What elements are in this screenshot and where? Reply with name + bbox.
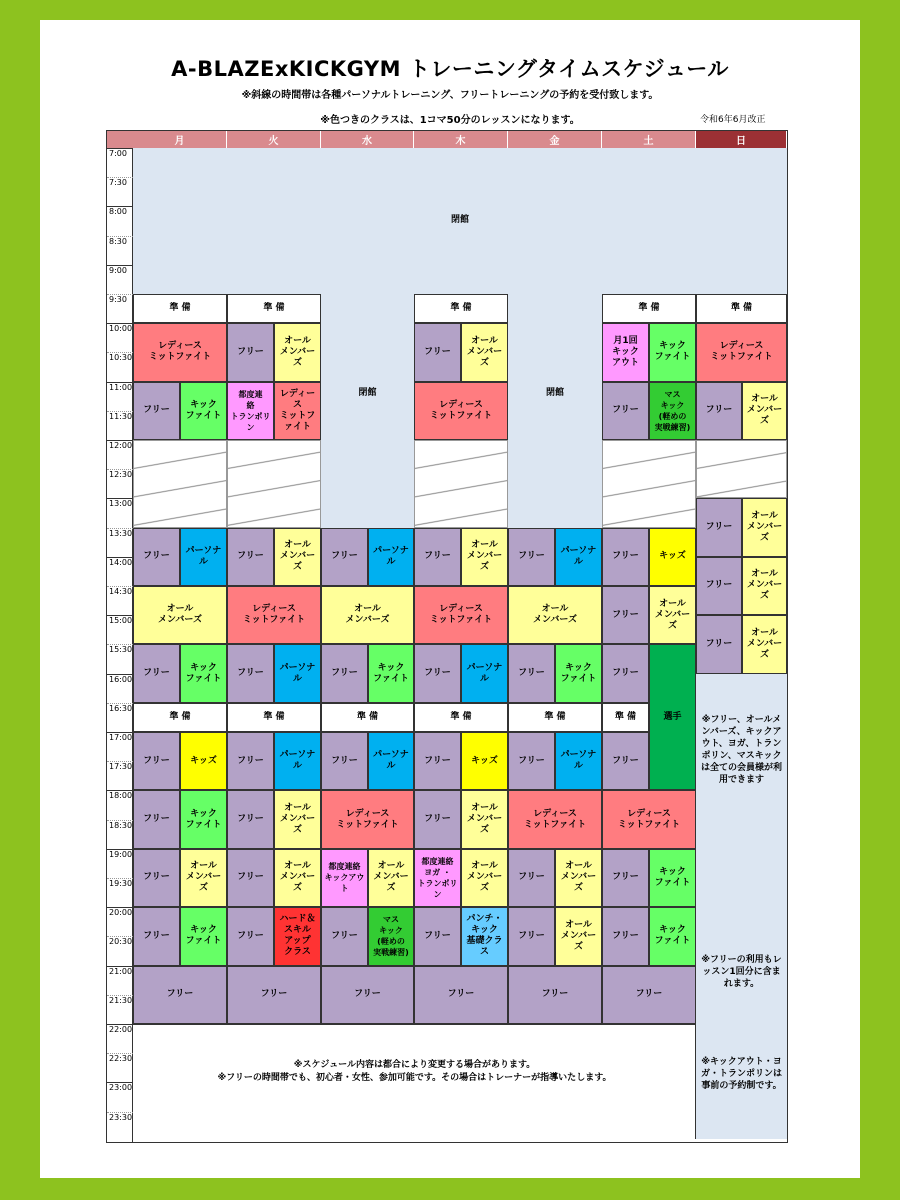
class-lady: レディース ミットファイト [696, 323, 787, 381]
class-free: フリー [227, 849, 274, 907]
class-kids: キッズ [649, 528, 696, 586]
class-kick: キック ファイト [649, 907, 696, 965]
class-kids: キッズ [461, 732, 508, 790]
class-all: オール メンバーズ [508, 586, 602, 644]
class-lady: レディース ミットファイト [602, 790, 696, 848]
class-hard: ハード＆ スキル アップ クラス [274, 907, 321, 965]
day-header-3: 木 [414, 131, 508, 148]
time-label: 23:30 [109, 1112, 133, 1122]
sunday-note-members: ※フリー、オールメンバーズ、キックアウト、ヨガ、トランポリン、マスキックは全ての会員様が利用できます [700, 715, 782, 786]
class-free: フリー [602, 907, 649, 965]
class-free: フリー [602, 528, 649, 586]
closed-label-wed: 閉館 [358, 387, 377, 398]
class-prep: 準 備 [414, 294, 508, 323]
page-title: A-BLAZExKICKGYM トレーニングタイムスケジュール [171, 57, 729, 81]
class-mass-kick: マス キック (軽めの 実戦練習) [368, 907, 414, 965]
time-label: 20:00 [109, 908, 133, 918]
class-free: フリー [602, 586, 649, 644]
class-free: フリー [133, 382, 180, 440]
class-prep: 準 備 [414, 703, 508, 732]
time-label: 12:00 [109, 441, 133, 450]
class-all-small: オール メンバーズ [461, 528, 508, 586]
time-label: 8:30 [109, 236, 127, 246]
class-all-small: オール メンバーズ [180, 849, 227, 907]
class-all-small: オール メンバーズ [742, 382, 787, 440]
revision-date: 令和6年6月改正 [700, 115, 766, 125]
hatched-slot [227, 440, 321, 528]
time-label: 9:30 [109, 295, 127, 304]
class-free: フリー [321, 528, 368, 586]
class-kids: キッズ [180, 732, 227, 790]
class-lady: レディース ミットファイト [508, 790, 602, 848]
time-label: 18:00 [109, 791, 133, 801]
class-prep: 準 備 [133, 703, 227, 732]
class-prep: 準 備 [227, 703, 321, 732]
class-comp: 選手 [649, 644, 696, 790]
class-kick: キック ファイト [180, 790, 227, 848]
class-free: フリー [227, 528, 274, 586]
time-label: 7:00 [109, 149, 127, 158]
class-free: フリー [133, 644, 180, 702]
class-free: フリー [414, 966, 508, 1024]
class-kick: キック ファイト [368, 644, 414, 702]
time-label: 22:00 [109, 1025, 133, 1034]
class-free: フリー [414, 790, 461, 848]
class-all-small: オール メンバーズ [461, 790, 508, 848]
time-label: 20:30 [109, 937, 133, 947]
class-free: フリー [321, 966, 414, 1024]
time-label: 9:00 [109, 265, 127, 275]
time-label: 21:00 [109, 966, 133, 976]
time-label: 17:00 [109, 733, 133, 742]
class-pers: パーソナ ル [461, 644, 508, 702]
time-label: 11:00 [109, 382, 133, 392]
day-header-0: 月 [133, 131, 227, 148]
time-label: 19:00 [109, 849, 133, 859]
class-free: フリー [696, 382, 742, 440]
time-label: 7:30 [109, 178, 127, 188]
class-prep: 準 備 [602, 294, 696, 323]
class-all: オール メンバーズ [321, 586, 414, 644]
day-header-6: 日 [696, 131, 787, 148]
day-header-1: 火 [227, 131, 321, 148]
class-pers: パーソナ ル [368, 528, 414, 586]
sunday-note-reservation: ※キックアウト・ヨガ・トランポリンは事前の予約制です。 [700, 1057, 782, 1092]
class-free: フリー [414, 907, 461, 965]
class-pers: パーソナ ル [555, 528, 602, 586]
class-lady: レディース ミットファイト [133, 323, 227, 381]
class-prep: 準 備 [227, 294, 321, 323]
class-free: フリー [602, 644, 649, 702]
class-all-small: オール メンバーズ [555, 907, 602, 965]
closed-area-wed [321, 294, 414, 528]
class-free: フリー [602, 732, 649, 790]
time-label: 11:30 [109, 411, 133, 421]
class-free: フリー [414, 644, 461, 702]
class-free: フリー [133, 790, 180, 848]
class-lady: レディース ミットファイト [321, 790, 414, 848]
class-all-sat: オール メンバー ズ [649, 586, 696, 644]
time-label: 8:00 [109, 207, 127, 217]
class-prep: 準 備 [696, 294, 787, 323]
class-mass-kick: マス キック (軽めの 実戦練習) [649, 382, 696, 440]
class-pers: パーソナ ル [180, 528, 227, 586]
time-label: 10:00 [109, 324, 133, 334]
bottom-note-change: ※スケジュール内容は都合により変更する場合があります。 [293, 1060, 536, 1071]
day-header-4: 金 [508, 131, 602, 148]
class-free: フリー [133, 732, 180, 790]
class-free: フリー [508, 966, 602, 1024]
closed-area-fri [508, 294, 602, 528]
class-lady: レディース ミットファイト [414, 586, 508, 644]
class-kick: キック ファイト [649, 323, 696, 381]
class-free: フリー [508, 732, 555, 790]
class-free: フリー [227, 966, 321, 1024]
note-hatched-slots: ※斜線の時間帯は各種パーソナルトレーニング、フリートレーニングの予約を受付致します。 [241, 90, 659, 101]
class-free: フリー [227, 732, 274, 790]
class-yoga-city: 都度連絡 ヨガ ・ トランポリン [414, 849, 461, 907]
class-kick: キック ファイト [180, 907, 227, 965]
class-all-small: オール メンバーズ [461, 849, 508, 907]
day-header-5: 土 [602, 131, 696, 148]
class-free: フリー [133, 849, 180, 907]
hatched-slot [696, 440, 787, 498]
class-kick: キック ファイト [180, 644, 227, 702]
class-free: フリー [696, 498, 742, 556]
class-free: フリー [508, 849, 555, 907]
class-free: フリー [227, 644, 274, 702]
note-colored-classes: ※色つきのクラスは、1コマ50分のレッスンになります。 [320, 115, 580, 126]
closed-label-fri: 閉館 [545, 387, 564, 398]
class-kick: キック ファイト [180, 382, 227, 440]
class-free: フリー [508, 907, 555, 965]
class-free: フリー [321, 732, 368, 790]
class-lady: レディース ミットファイト [274, 382, 321, 440]
time-label: 14:00 [109, 557, 133, 567]
class-free: フリー [602, 849, 649, 907]
sunday-note-free: ※フリーの利用もレッスン1回分に含まれます。 [701, 954, 782, 989]
time-label: 15:30 [109, 645, 133, 655]
class-prep: 準 備 [133, 294, 227, 323]
class-kickout-month: 月1回 キック アウト [602, 323, 649, 381]
class-all-small: オール メンバーズ [274, 790, 321, 848]
class-free: フリー [133, 528, 180, 586]
time-label: 14:30 [109, 587, 133, 596]
class-free: フリー [602, 966, 696, 1024]
time-label: 16:00 [109, 674, 133, 684]
class-free: フリー [227, 907, 274, 965]
class-pers: パーソナ ル [555, 732, 602, 790]
class-all: オール メンバーズ [133, 586, 227, 644]
class-kick: キック ファイト [555, 644, 602, 702]
time-label: 15:00 [109, 616, 133, 626]
class-all-small: オール メンバーズ [274, 323, 321, 381]
class-prep: 準 備 [508, 703, 602, 732]
class-all-small: オール メンバーズ [461, 323, 508, 381]
class-free: フリー [508, 644, 555, 702]
class-all-small: オール メンバーズ [368, 849, 414, 907]
timetable-grid [106, 130, 788, 1143]
class-free: フリー [414, 323, 461, 381]
time-label: 21:30 [109, 995, 133, 1005]
class-free: フリー [321, 907, 368, 965]
class-free: フリー [696, 615, 742, 673]
time-label: 22:30 [109, 1054, 133, 1064]
time-label: 13:30 [109, 528, 133, 538]
hatched-slot [133, 440, 227, 528]
class-free: フリー [508, 528, 555, 586]
time-label: 18:30 [109, 820, 133, 830]
class-free: フリー [133, 907, 180, 965]
class-free: フリー [227, 323, 274, 381]
time-label: 23:00 [109, 1083, 133, 1093]
class-all-small: オール メンバーズ [742, 615, 787, 673]
class-pers: パーソナ ル [368, 732, 414, 790]
class-tram-city: 都度連 絡 トランポリン [227, 382, 274, 440]
class-pers: パーソナ ル [274, 732, 321, 790]
class-all-small: オール メンバーズ [274, 849, 321, 907]
header-corner [107, 131, 133, 148]
class-all-small: オール メンバーズ [742, 557, 787, 615]
class-prep: 準 備 [321, 703, 414, 732]
hatched-slot [414, 440, 508, 528]
class-all-small: オール メンバーズ [742, 498, 787, 556]
day-header-2: 水 [321, 131, 414, 148]
time-label: 17:30 [109, 762, 133, 772]
bottom-note-beginners: ※フリーの時間帯でも、初心者・女性、参加可能です。その場合はトレーナーが指導いたします。 [217, 1073, 612, 1084]
hatched-slot [602, 440, 696, 528]
class-lady: レディース ミットファイト [227, 586, 321, 644]
time-label: 13:00 [109, 499, 133, 509]
class-free: フリー [321, 644, 368, 702]
time-label: 19:30 [109, 879, 133, 888]
time-label: 16:30 [109, 703, 133, 713]
class-kick: キック ファイト [649, 849, 696, 907]
time-label: 10:30 [109, 353, 133, 363]
class-free: フリー [414, 732, 461, 790]
class-free: フリー [133, 966, 227, 1024]
class-free: フリー [696, 557, 742, 615]
time-label: 12:30 [109, 470, 133, 480]
class-free: フリー [414, 528, 461, 586]
class-punch: パンチ・ キック 基礎クラス [461, 907, 508, 965]
class-lady: レディース ミットファイト [414, 382, 508, 440]
class-kickout-city: 都度連絡 キックアウト [321, 849, 368, 907]
class-prep: 準 備 [602, 703, 649, 732]
class-pers: パーソナ ル [274, 644, 321, 702]
class-free: フリー [227, 790, 274, 848]
class-all-small: オール メンバーズ [555, 849, 602, 907]
closed-label-morning: 閉館 [450, 215, 469, 226]
class-free: フリー [602, 382, 649, 440]
class-all-small: オール メンバーズ [274, 528, 321, 586]
